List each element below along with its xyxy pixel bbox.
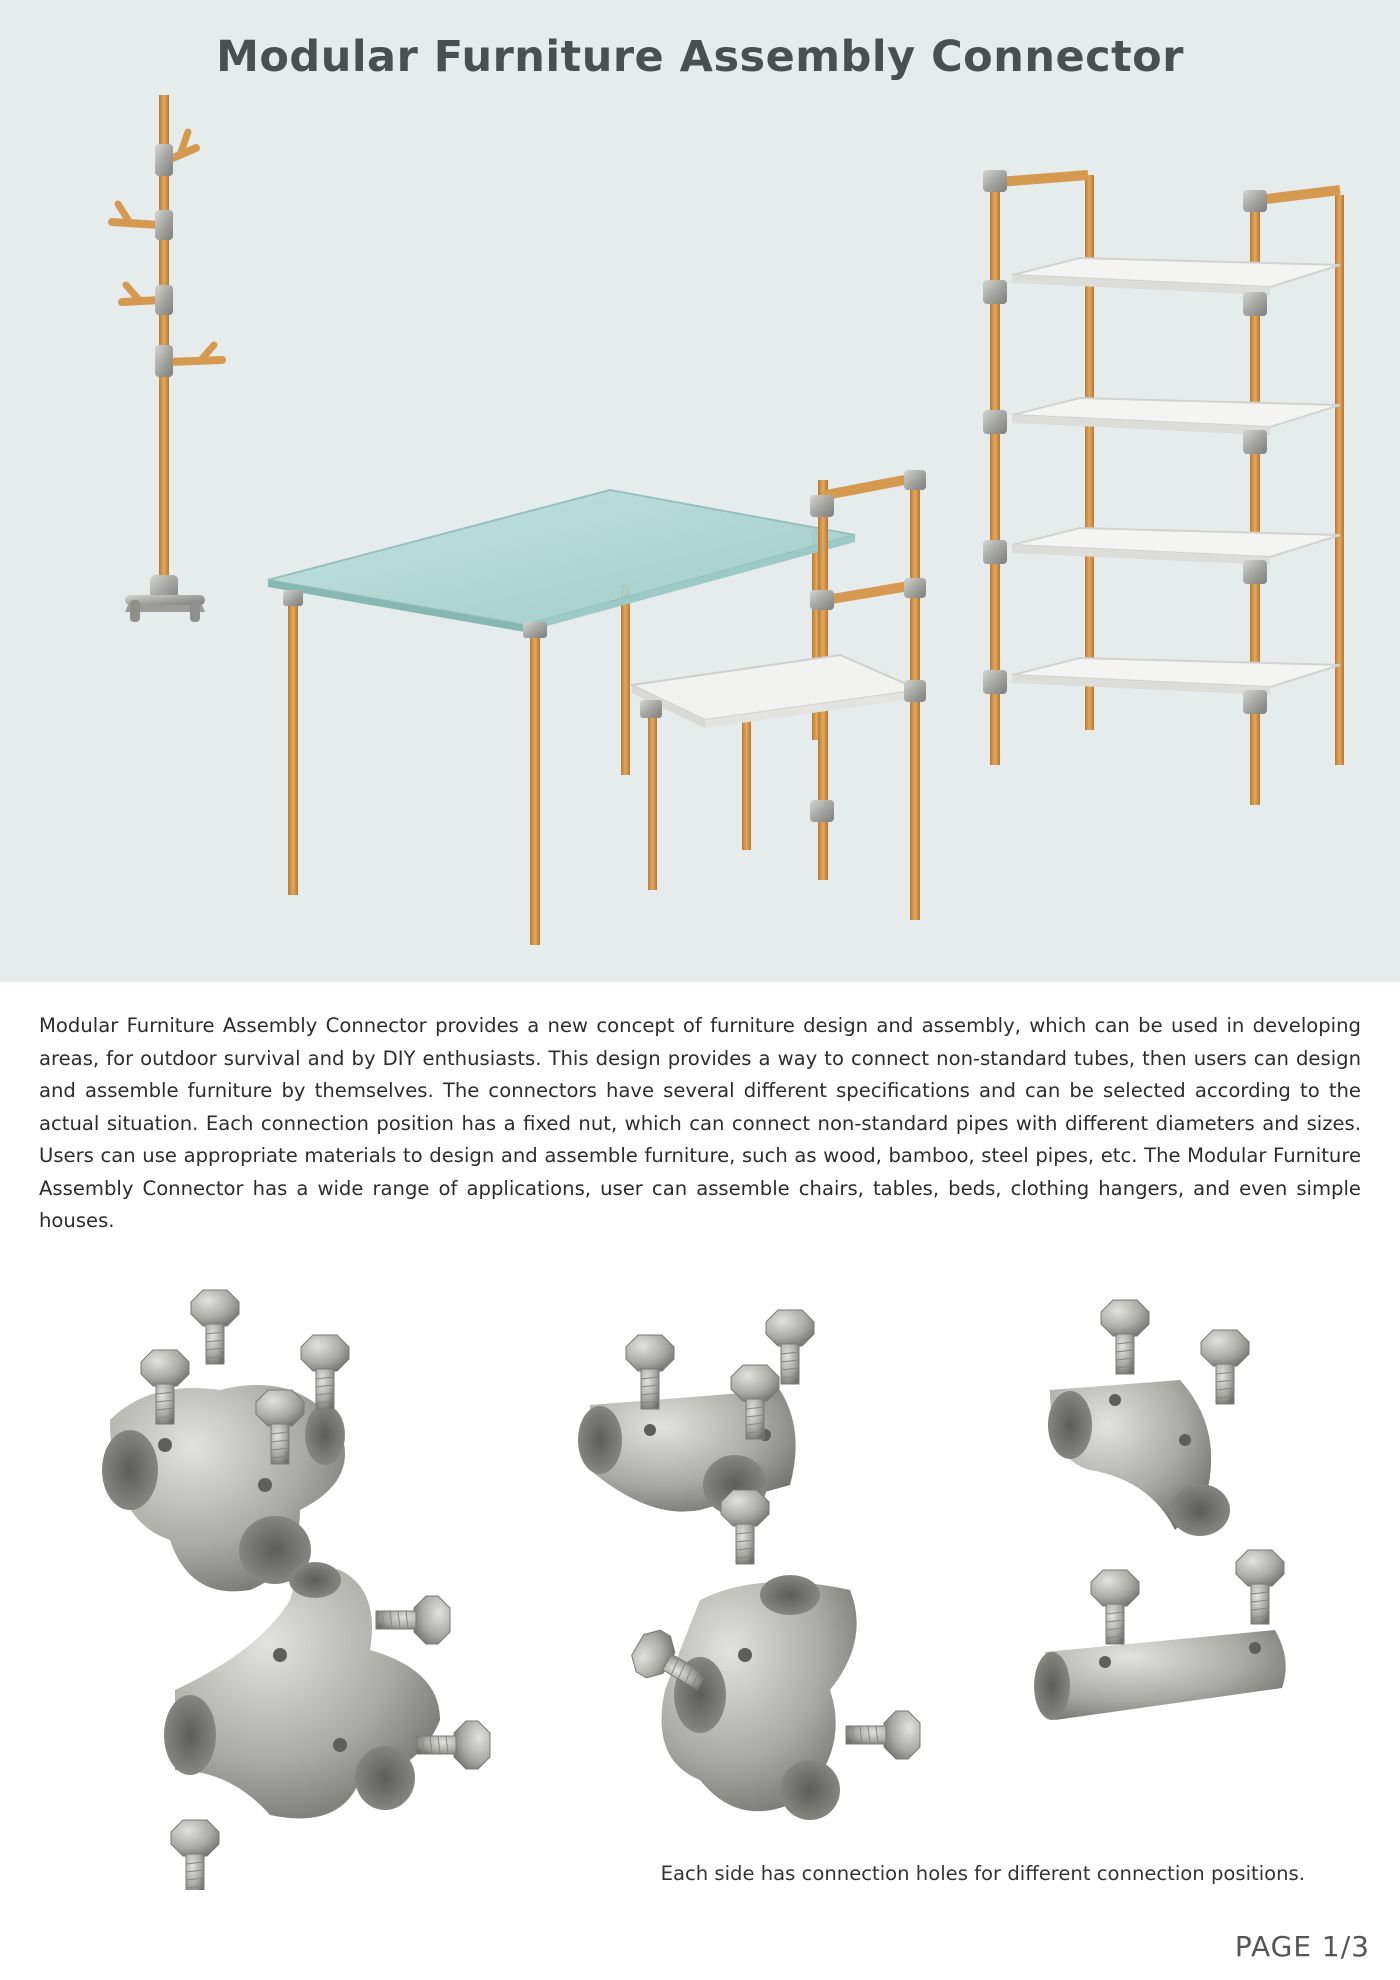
- five-way-connector: [102, 1290, 349, 1591]
- description-paragraph: Modular Furniture Assembly Connector provides a new concept of furniture design and assembly, which can be used in developing areas, for outdoor survival and by DIY enthusiasts. This design provides a way to connect non-standard tubes, then users can design and assemble furniture by themselves. The connectors have several different specifications and can be selected according to the actual situation. Each connection position has a fixed nut, which can connect non-standard pipes with different diameters and sizes. Users can use appropriate materials to design and assemble furniture, such as wood, bamboo, steel pipes, etc. The Modular Furniture Assembly Connector has a wide range of applications, user can assemble chairs, tables, beds, clothing hangers, and even simple houses.: [39, 1014, 1361, 1232]
- connector-parts-gallery: [0, 1270, 1400, 1890]
- page-number: PAGE 1/3: [1234, 1930, 1370, 1963]
- three-way-corner-connector: [626, 1490, 920, 1820]
- coat-rack-illustration: [112, 95, 222, 622]
- elbow-connector: [1048, 1300, 1249, 1536]
- four-way-connector: [578, 1310, 814, 1515]
- hero-render: [0, 0, 1400, 982]
- shelf-unit-illustration: [983, 170, 1344, 805]
- straight-connector: [1034, 1550, 1286, 1720]
- page-title: Modular Furniture Assembly Connector: [216, 32, 1184, 82]
- cross-connector: [164, 1562, 490, 1890]
- parts-caption: Each side has connection holes for different connection positions.: [660, 1862, 1305, 1885]
